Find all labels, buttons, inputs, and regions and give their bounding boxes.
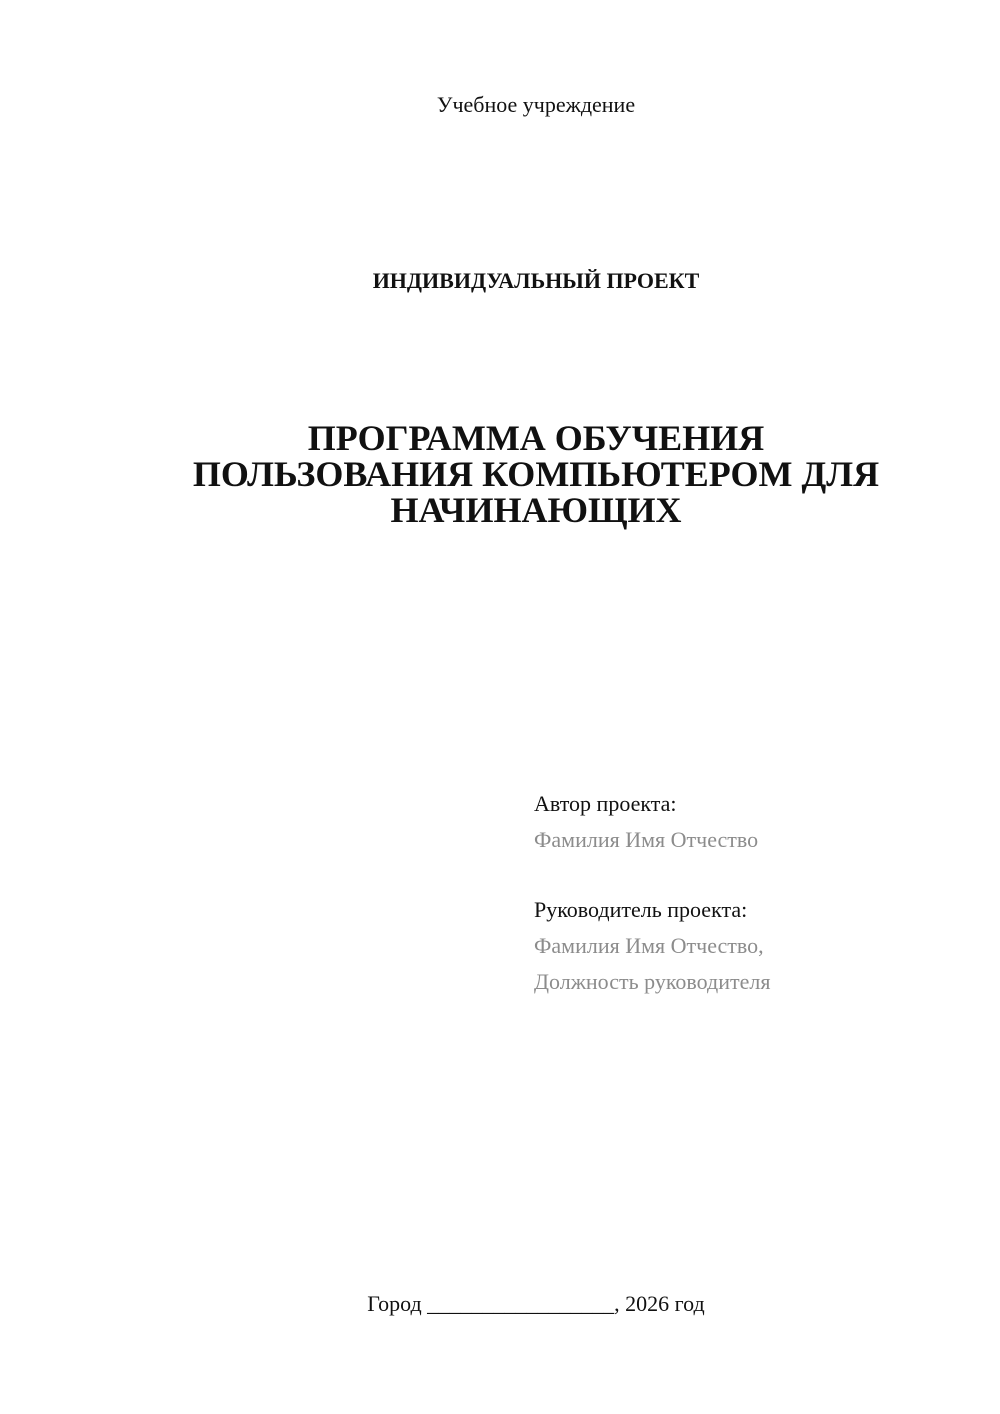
supervisor-label: Руководитель проекта: [534, 897, 748, 922]
institution-name: Учебное учреждение [436, 92, 636, 117]
author-label: Автор проекта: [534, 791, 677, 816]
city-year-line: Город _________________, 2026 год [367, 1291, 705, 1316]
author-name: Фамилия Имя Отчество [534, 827, 759, 852]
supervisor-position: Должность руководителя [534, 969, 771, 994]
project-title-line-3: НАЧИНАЮЩИХ [390, 490, 682, 530]
project-type-heading: ИНДИВИДУАЛЬНЫЙ ПРОЕКТ [372, 268, 700, 293]
author-block [534, 786, 974, 858]
project-title [100, 420, 972, 528]
project-title-line-2: ПОЛЬЗОВАНИЯ КОМПЬЮТЕРОМ ДЛЯ [192, 454, 880, 494]
project-title-line-1: ПРОГРАММА ОБУЧЕНИЯ [307, 418, 765, 458]
supervisor-block [534, 892, 974, 1000]
supervisor-name: Фамилия Имя Отчество, [534, 933, 764, 958]
